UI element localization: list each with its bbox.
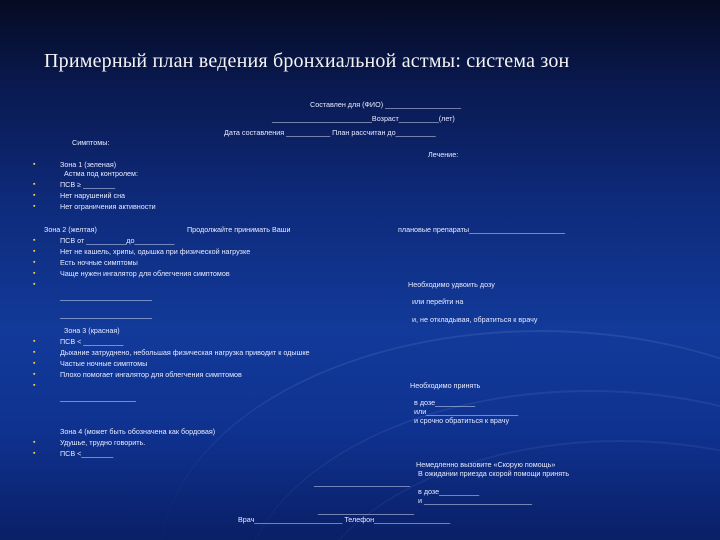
symptoms-label: Симптомы: — [72, 138, 110, 147]
bullet-icon: ▪ — [33, 338, 36, 345]
bullet-icon: ▪ — [33, 439, 36, 446]
bullet-icon: ▪ — [33, 161, 36, 168]
bullet-icon: ▪ — [33, 259, 36, 266]
zone4-action: и ___________________________ — [418, 496, 532, 505]
compiled-for-line: Составлен для (ФИО) ___________________ — [310, 100, 462, 109]
bullet-icon: ▪ — [33, 248, 36, 255]
bullet-icon: ▪ — [33, 360, 36, 367]
age-line: _________________________Возраст__________(лет) — [272, 114, 455, 123]
zone2-item: Есть ночные симптомы — [60, 258, 138, 267]
bullet-icon: ▪ — [33, 382, 36, 389]
zone3-item: ПСВ < __________ — [60, 337, 124, 346]
zone2-item: Нет не кашель, хрипы, одышка при физической нагрузке — [60, 247, 251, 256]
zone1-item: Нет нарушений сна — [60, 191, 126, 200]
zone2-title: Зона 2 (желтая) — [44, 225, 97, 234]
zone3-item: Плохо помогает ингалятор для облегчения симптомов — [60, 370, 242, 379]
zone2-continue-text: Продолжайте принимать Ваши — [187, 225, 291, 234]
bullet-icon: ▪ — [33, 450, 36, 457]
zone4-action: В ожидании приезда скорой помощи принять — [418, 469, 570, 478]
zone3-action: и срочно обратиться к врачу — [414, 416, 510, 425]
slide-title: Примерный план ведения бронхиальной астмы: система зон — [44, 50, 570, 72]
zone4-item: Удушье, трудно говорить. — [60, 438, 146, 447]
bullet-icon: ▪ — [33, 192, 36, 199]
date-line: Дата составления ___________ План рассчитан до__________ — [224, 128, 436, 137]
bullet-icon: ▪ — [33, 203, 36, 210]
zone3-action: Необходимо принять — [410, 381, 481, 390]
zone3-item: Частые ночные симптомы — [60, 359, 148, 368]
zone3-action: в дозе__________ — [414, 398, 476, 407]
zone2-blank: _______________________ — [60, 310, 152, 319]
bullet-icon: ▪ — [33, 371, 36, 378]
zone2-blank: _______________________ — [60, 292, 152, 301]
zone2-planned-text: плановые препараты________________________ — [398, 225, 566, 234]
zone2-item: Чаще нужен ингалятор для облегчения симптомов — [60, 269, 230, 278]
doctor-phone-line: Врач______________________ Телефон___________________ — [238, 515, 451, 524]
bullet-icon: ▪ — [33, 270, 36, 277]
bullet-icon: ▪ — [33, 349, 36, 356]
zone3-title: Зона 3 (красная) — [64, 326, 120, 335]
zone4-action: Немедленно вызовите «Скорую помощь» — [416, 460, 556, 469]
zone1-title: Зона 1 (зеленая) — [60, 160, 117, 169]
zone1-item: Нет ограничения активности — [60, 202, 156, 211]
zone3-item: Дыхание затруднено, небольшая физическая нагрузка приводит к одышке — [60, 348, 310, 357]
treatment-label: Лечение: — [428, 150, 459, 159]
zone4-item: ПСВ <________ — [60, 449, 114, 458]
zone4-title: Зона 4 (может быть обозначена как бордовая) — [60, 427, 216, 436]
bullet-icon: ▪ — [33, 237, 36, 244]
zone2-item: ПСВ от __________до__________ — [60, 236, 175, 245]
zone3-blank: ___________________ — [60, 393, 136, 402]
zone3-action: или_______________________ — [414, 407, 519, 416]
zone2-action: или перейти на — [412, 297, 464, 306]
zone4-action: ________________________ — [318, 506, 414, 515]
bullet-icon: ▪ — [33, 181, 36, 188]
bullet-icon: ▪ — [33, 281, 36, 288]
zone2-action: и, не откладывая, обратиться к врачу — [412, 315, 538, 324]
zone4-action: в дозе__________ — [418, 487, 480, 496]
zone1-item: ПСВ ≥ ________ — [60, 180, 116, 189]
zone4-action: ________________________ — [314, 478, 410, 487]
zone1-subtitle: Астма под контролем: — [64, 169, 138, 178]
zone2-action: Необходимо удвоить дозу — [408, 280, 495, 289]
